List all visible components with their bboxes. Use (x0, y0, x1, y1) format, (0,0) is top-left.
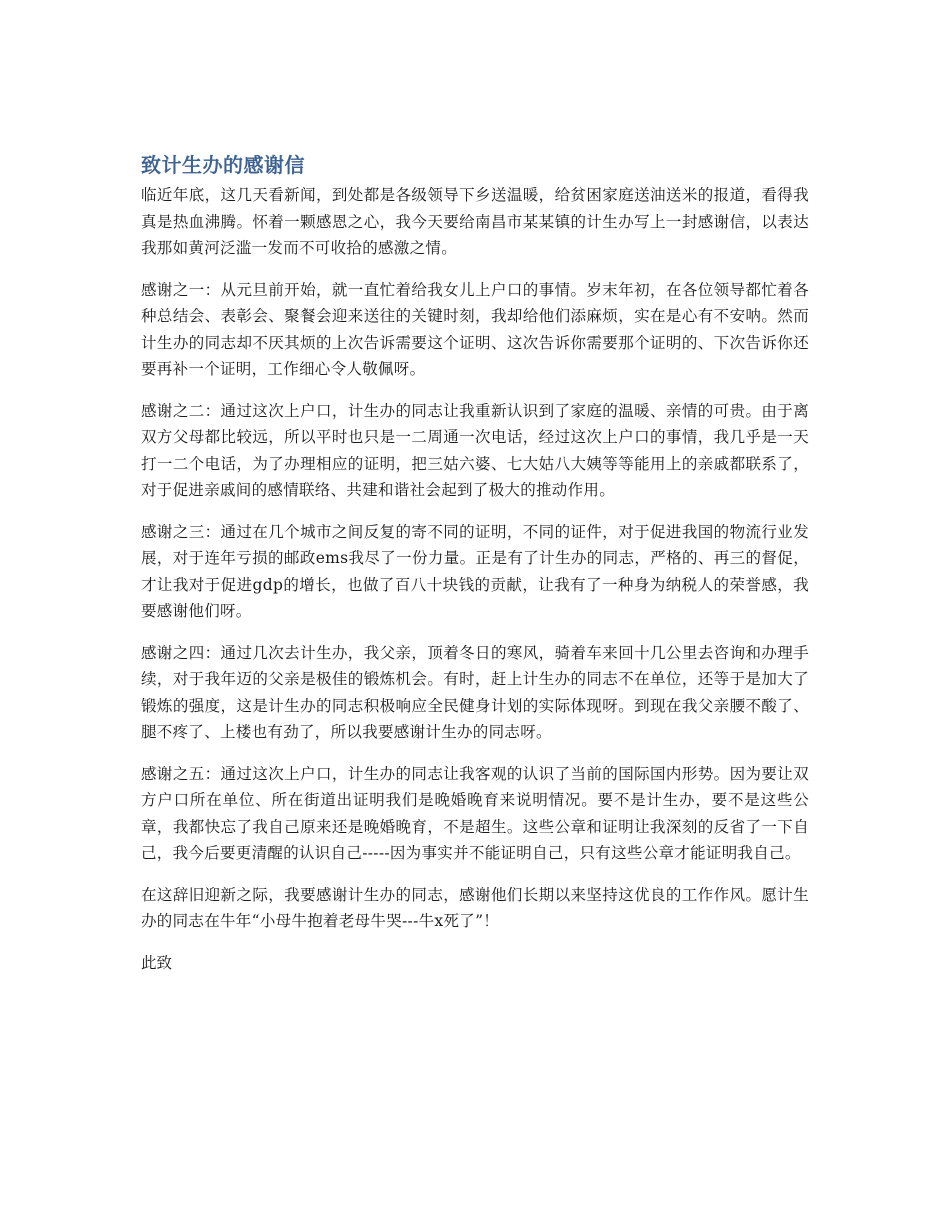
closing-salutation: 此致 (141, 953, 173, 972)
paragraph-thanks-4: 感谢之四：通过几次去计生办，我父亲，顶着冬日的寒风，骑着车来回十几公里去咨询和办理手续，对于我年迈的父亲是极佳的锻炼机会。有时，赶上计生办的同志不在单位，还等于是加大了锻炼的强度，这是计生办的同志积极响应全民健身计划的实际体现呀。到现在我父亲腰不酸了、腿不疼了、上楼也有劲了，所以我要感谢计生办的同志呀。 (141, 643, 809, 741)
letter-document (141, 150, 809, 976)
paragraph-thanks-2: 感谢之二：通过这次上户口，计生办的同志让我重新认识到了家庭的温暖、亲情的可贵。由于离双方父母都比较远，所以平时也只是一二周通一次电话，经过这次上户口的事情，我几乎是一天打一二个电话，为了办理相应的证明，把三姑六婆、七大姑八大姨等等能用上的亲戚都联系了，对于促进亲戚间的感情联络、共建和谐社会起到了极大的推动作用。 (141, 401, 809, 499)
paragraph-thanks-1: 感谢之一：从元旦前开始，就一直忙着给我女儿上户口的事情。岁末年初，在各位领导都忙着各种总结会、表彰会、聚餐会迎来送往的关键时刻，我却给他们添麻烦，实在是心有不安呐。然而计生办的同志却不厌其烦的上次告诉需要这个证明、这次告诉你需要那个证明的、下次告诉你还要再补一个证明，工作细心令人敬佩呀。 (141, 280, 809, 378)
paragraph-thanks-5: 感谢之五：通过这次上户口，计生办的同志让我客观的认识了当前的国际国内形势。因为要让双方户口所在单位、所在街道出证明我们是晚婚晚育来说明情况。要不是计生办，要不是这些公章，我都快忘了我自己原来还是晚婚晚育，不是超生。这些公章和证明让我深刻的反省了一下自己，我今后要更清醒的认识自己-----因为事实并不能证明自己，只有这些公章才能证明我自己。 (141, 764, 809, 862)
paragraph-thanks-3: 感谢之三：通过在几个城市之间反复的寄不同的证明，不同的证件，对于促进我国的物流行业发展，对于连年亏损的邮政ems我尽了一份力量。正是有了计生办的同志，严格的、再三的督促，才让我对于促进gdp的增长，也做了百八十块钱的贡献，让我有了一种身为纳税人的荣誉感，我要感谢他们呀。 (141, 522, 809, 620)
paragraph-intro: 临近年底，这几天看新闻，到处都是各级领导下乡送温暖，给贫困家庭送油送米的报道，看得我真是热血沸腾。怀着一颗感恩之心，我今天要给南昌市某某镇的计生办写上一封感谢信，以表达我那如黄河泛滥一发而不可收拾的感激之情。 (141, 186, 809, 257)
paragraph-conclusion: 在这辞旧迎新之际，我要感谢计生办的同志，感谢他们长期以来坚持这优良的工作作风。愿计生办的同志在牛年“小母牛抱着老母牛哭---牛x死了”！ (141, 885, 809, 930)
document-title: 致计生办的感谢信 (141, 153, 305, 177)
